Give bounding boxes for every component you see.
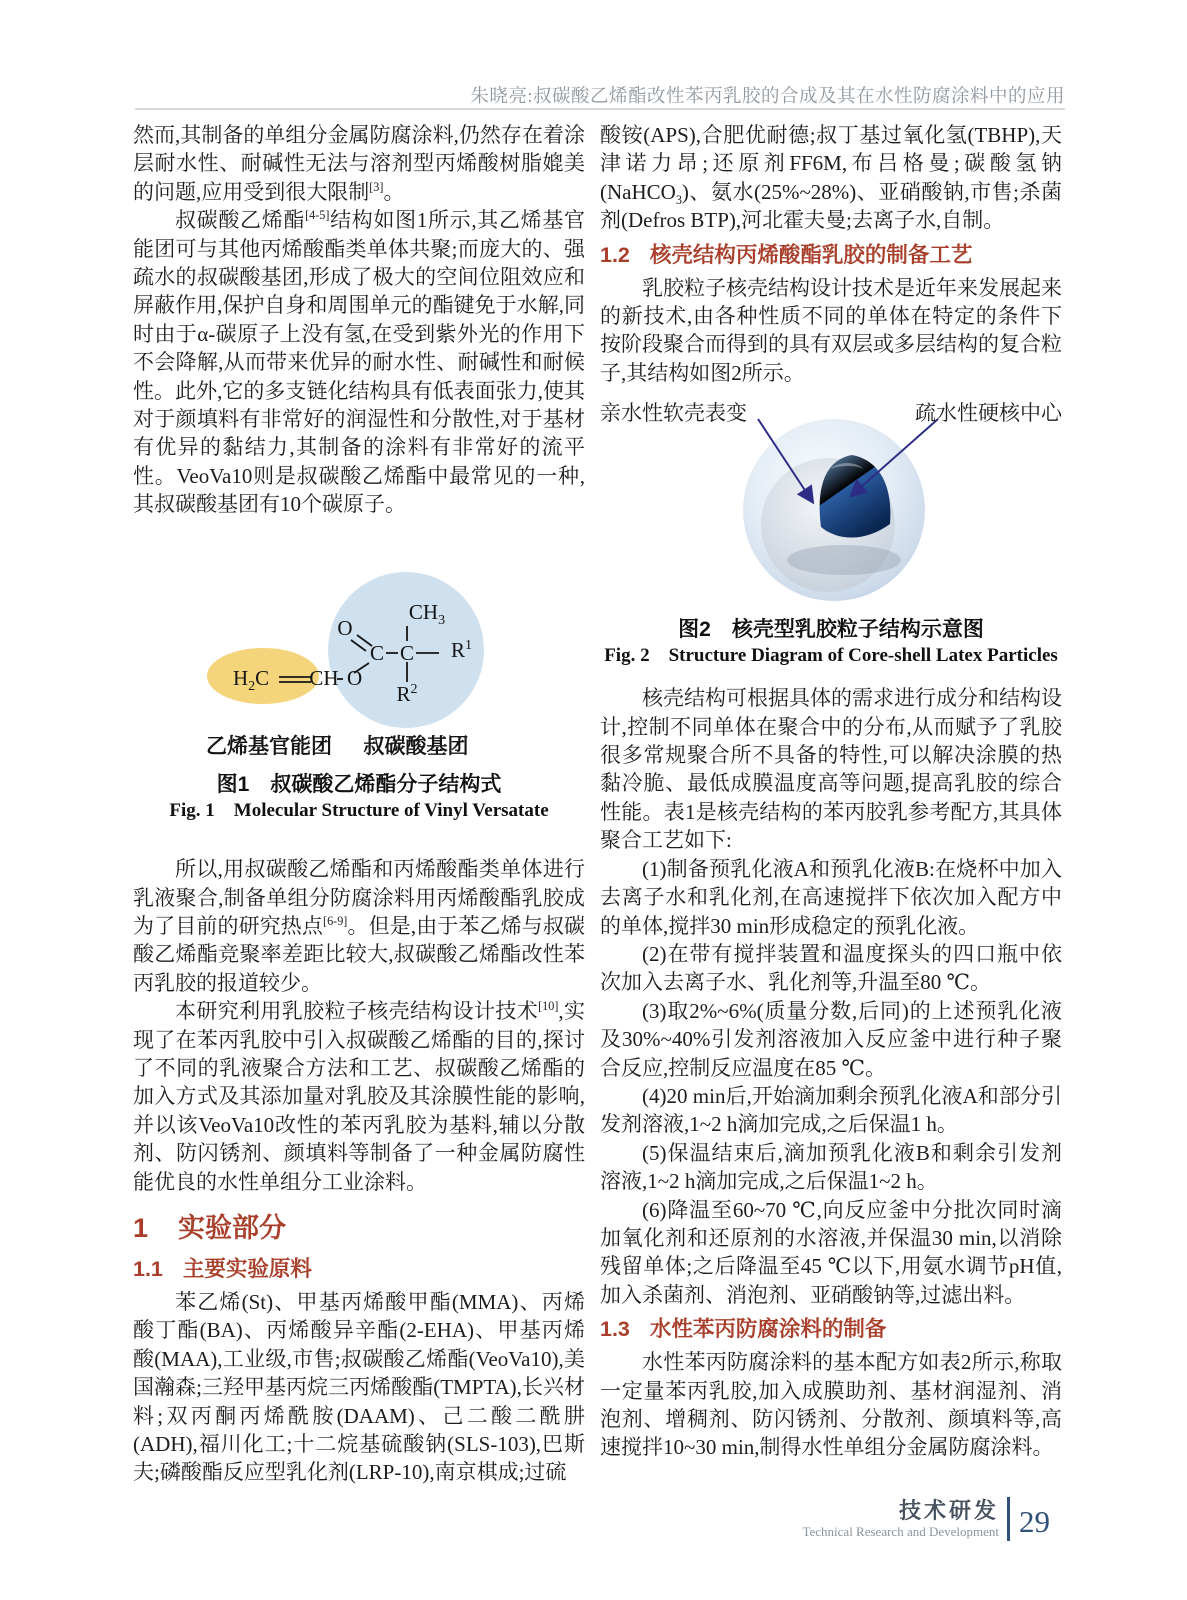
core-shell-sphere-graphic	[600, 397, 1062, 613]
figure-2	[600, 397, 1062, 684]
section-title: 核壳结构丙烯酸酯乳胶的制备工艺	[649, 242, 973, 267]
vinyl-group-label: 乙烯基官能团	[206, 733, 332, 758]
section-title: 实验部分	[178, 1212, 287, 1243]
section-heading-1-1	[133, 1254, 585, 1284]
core-label: 疏水性硬核中心	[915, 401, 1062, 426]
formula-carbonyl-o: O	[337, 615, 353, 640]
paragraph: 叔碳酸乙烯酯[4-5]结构如图1所示,其乙烯基官能团可与其他丙烯酸酯类单体共聚;而庞大的、强疏水的叔碳酸基团,形成了极大的空间位阻效应和屏蔽作用,保护自身和周围单元的酯键免于水解,同时由于α-碳原子上没有氢,在受到紫外光的作用下不会降解,从而带来优异的耐水性、耐碱性和耐候性。此外,它的多支链化结构具有低表面张力,使其对于颜填料有非常好的润湿性和分散性,对于基材有优异的黏结力,其制备的涂料有非常好的流平性。VeoVa10则是叔碳酸乙烯酯中最常见的一种,其叔碳酸基团有10个碳原子。	[133, 208, 586, 517]
versatate-group-label: 叔碳酸基团	[363, 733, 469, 758]
footer-section-label	[802, 1499, 999, 1540]
formula-h2c: $H_2C$	[233, 665, 270, 694]
procedure-step: (5)保温结束后,滴加预乳化液B和剩余引发剂溶液,1~2 h滴加完成,之后保温1~2 h。	[600, 1140, 1062, 1194]
shell-label: 亲水性软壳表变	[600, 401, 747, 426]
figure-1-caption-en: Fig. 1 Molecular Structure of Vinyl Versatate	[169, 800, 549, 822]
column-right	[600, 121, 1062, 1462]
formula-r1: $R^1$	[451, 637, 473, 662]
figure-1	[133, 531, 585, 855]
paragraph: 水性苯丙防腐涂料的基本配方如表2所示,称取一定量苯丙乳胶,加入成膜助剂、基材润湿剂、消泡剂、增稠剂、防闪锈剂、分散剂、颜填料等,高速搅拌10~30 min,制得水性单组分金属防腐涂料。	[600, 1350, 1062, 1460]
formula-ester-o: O	[347, 665, 363, 690]
page-footer	[802, 1494, 1050, 1544]
formula-c2: C	[399, 640, 415, 665]
footer-label-en: Technical Research and Development	[802, 1523, 999, 1539]
spacer	[600, 674, 1062, 684]
column-left	[133, 121, 585, 1487]
procedure-step: (6)降温至60~70 ℃,向反应釜中分批次同时滴加氧化剂和还原剂的水溶液,并保温30 min,以消除残留单体;之后降温至45 ℃以下,用氨水调节pH值,加入杀菌剂、消泡剂、亚硝酸钠等,过滤出料。	[600, 1197, 1062, 1307]
footer-label-cn: 技术研发	[898, 1497, 999, 1523]
formula-r2: $R^2$	[396, 681, 418, 706]
paragraph: 苯乙烯(St)、甲基丙烯酸甲酯(MMA)、丙烯酸丁酯(BA)、丙烯酸异辛酯(2-EHA)、甲基丙烯酸(MAA),工业级,市售;叔碳酸乙烯酯(VeoVa10),美国瀚森;三羟甲基丙烷三丙烯酸酯(TMPTA),长兴材料;双丙酮丙烯酰胺(DAAM)、己二酸二酰肼(ADH),福川化工;十二烷基硫酸钠(SLS-103),巴斯夫;磷酸酯反应型乳化剂(LRP-10),南京棋成;过硫	[133, 1289, 585, 1485]
procedure-step: (4)20 min后,开始滴加剩余预乳化液A和部分引发剂溶液,1~2 h滴加完成,之后保温1 h。	[600, 1083, 1062, 1137]
paragraph: 所以,用叔碳酸乙烯酯和丙烯酸酯类单体进行乳液聚合,制备单组分防腐涂料用丙烯酸酯乳胶成为了目前的研究热点[6-9]。但是,由于苯乙烯与叔碳酸乙烯酯竞聚率差距比较大,叔碳酸乙烯酯改性苯丙乳胶的报道较少。	[133, 857, 585, 995]
paragraph: 然而,其制备的单组分金属防腐涂料,仍然存在着涂层耐水性、耐碱性无法与溶剂型丙烯酸树脂媲美的问题,应用受到很大限制[3]。	[133, 123, 585, 204]
page-number: 29	[1019, 1504, 1050, 1539]
core-shell-particle-diagram	[600, 397, 1062, 613]
figure-2-caption-cn: 图2 核壳型乳胶粒子结构示意图	[678, 618, 984, 642]
section-number: 1.3	[600, 1317, 630, 1342]
section-heading-1	[133, 1212, 585, 1244]
header-rule	[135, 108, 1065, 110]
running-head: 朱晓亮:叔碳酸乙烯酯改性苯丙乳胶的合成及其在水性防腐涂料中的应用	[470, 87, 1065, 107]
paragraph: 本研究利用乳胶粒子核壳结构设计技术[10],实现了在苯丙乳胶中引入叔碳酸乙烯酯的目的,探讨了不同的乳液聚合方法和工艺、叔碳酸乙烯酯的加入方式及其添加量对乳胶及其涂膜性能的影响,并以该VeoVa10改性的苯丙乳胶为基料,辅以分散剂、防闪锈剂、颜填料等制备了一种金属防腐性能优良的水性单组分工业涂料。	[133, 999, 585, 1194]
procedure-step: (1)制备预乳化液A和预乳化液B:在烧杯中加入去离子水和乳化剂,在高速搅拌下依次加入配方中的单体,搅拌30 min形成稳定的预乳化液。	[600, 856, 1062, 938]
paragraph: 核壳结构可根据具体的需求进行成分和结构设计,控制不同单体在聚合中的分布,从而赋予了乳胶很多常规聚合所不具备的特性,可以解决涂膜的热黏冷脆、最低成膜温度高等问题,提高乳胶的综合性能。表1是核壳结构的苯丙胶乳参考配方,其具体聚合工艺如下:	[600, 686, 1062, 853]
figure-1-caption-cn: 图1 叔碳酸乙烯酯分子结构式	[216, 773, 502, 797]
procedure-step: (3)取2%~6%(质量分数,后同)的上述预乳化液及30%~40%引发剂溶液加入反应釜中进行种子聚合反应,控制反应温度在85 ℃。	[600, 998, 1062, 1080]
formula-ch: CH	[309, 665, 339, 690]
section-number: 1	[133, 1212, 149, 1243]
figure-2-caption-en: Fig. 2 Structure Diagram of Core-shell Latex Particles	[604, 645, 1058, 667]
spacer	[133, 829, 585, 855]
section-title: 水性苯丙防腐涂料的制备	[649, 1317, 887, 1342]
section-heading-1-2	[600, 240, 1062, 270]
section-number: 1.1	[133, 1256, 163, 1281]
section-heading-1-3	[600, 1314, 1062, 1344]
procedure-step: (2)在带有搅拌装置和温度探头的四口瓶中依次加入去离子水、乳化剂等,升温至80 ℃。	[600, 941, 1062, 995]
paragraph: 乳胶粒子核壳结构设计技术是近年来发展起来的新技术,由各种性质不同的单体在特定的条件下按阶段聚合而得到的具有双层或多层结构的复合粒子,其结构如图2所示。	[600, 275, 1062, 385]
paragraph: 酸铵(APS),合肥优耐德;叔丁基过氧化氢(TBHP),天津诺力昂;还原剂FF6M,布吕格曼;碳酸氢钠(NaHCO$_3$)、氨水(25%~28%)、亚硝酸钠,市售;杀菌剂(Defros BTP),河北霍夫曼;去离子水,自制。	[600, 123, 1062, 233]
vinyl-versatate-structure-diagram	[133, 531, 585, 763]
formula-c1: C	[369, 640, 385, 665]
formula-ch3: $CH_3$	[408, 599, 446, 628]
core-shadow	[787, 545, 901, 575]
section-number: 1.2	[600, 242, 630, 267]
footer-divider	[1007, 1497, 1010, 1541]
section-title: 主要实验原料	[182, 1256, 312, 1281]
